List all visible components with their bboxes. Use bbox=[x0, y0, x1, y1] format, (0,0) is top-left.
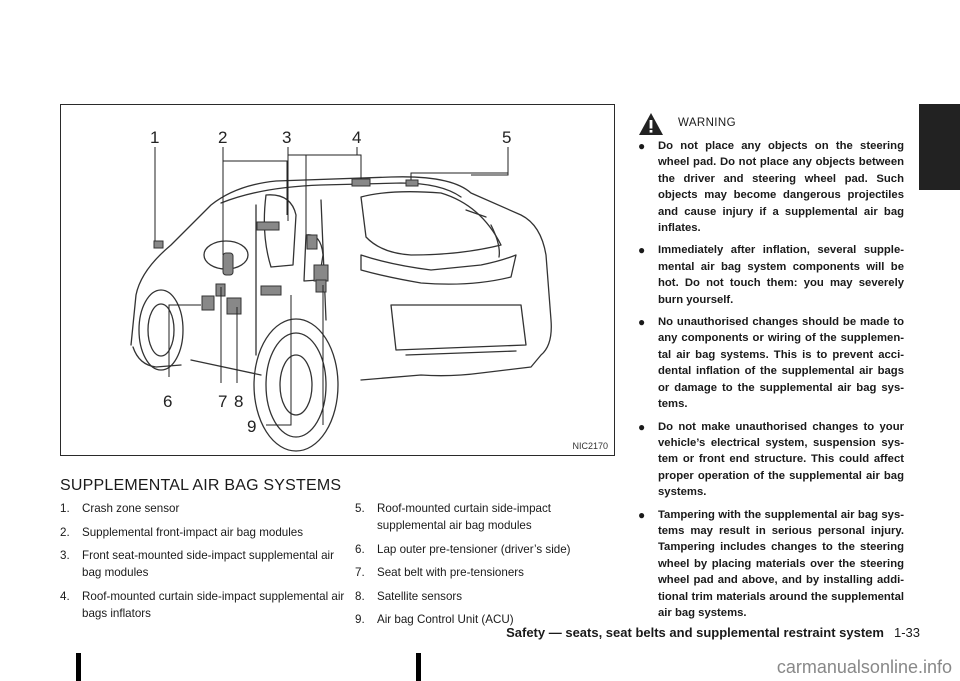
callout-7: 7 bbox=[218, 392, 228, 411]
warning-item: ● Immediately after inflation, several supple-mental air bag system components will be hot. Do not touch them: you may severely burn yourself. bbox=[638, 243, 904, 306]
warning-list bbox=[636, 138, 904, 621]
bullet-icon: ● bbox=[638, 315, 646, 330]
warning-item: ● Tampering with the supplemental air bag sys-tems may result in serious personal injury. Tampering includes changes to the steering wheel by placing materials over the steering wheel pad and above, and by installing addi-tional trim materials around the supplemental air bag systems. bbox=[638, 507, 904, 619]
chapter-side-tab bbox=[919, 104, 960, 190]
list-item: 3. Front seat-mounted side-impact supplemental air bag modules bbox=[60, 549, 334, 579]
callout-3: 3 bbox=[282, 128, 292, 147]
list-item: 9. Air bag Control Unit (ACU) bbox=[355, 613, 514, 626]
bullet-icon: ● bbox=[638, 243, 646, 258]
warning-triangle-icon bbox=[638, 112, 664, 136]
list-item: 4. Roof-mounted curtain side-impact supplemental air bags inflators bbox=[60, 589, 345, 620]
bullet-icon: ● bbox=[638, 139, 646, 153]
warning-box bbox=[636, 112, 904, 627]
bullet-icon: ● bbox=[638, 419, 646, 434]
list-item: 2. Supplemental front-impact air bag modules bbox=[60, 525, 304, 539]
crop-mark-left bbox=[76, 653, 81, 681]
list-item: 6. Lap outer pre-tensioner (driver’s side) bbox=[355, 542, 571, 556]
page-footer bbox=[506, 625, 920, 640]
list-item: 5. Roof-mounted curtain side-impact supplemental air bag modules bbox=[355, 502, 551, 532]
airbag-diagram-figure bbox=[60, 104, 615, 456]
warning-header bbox=[636, 112, 904, 138]
figure-code: NIC2170 bbox=[572, 441, 608, 451]
footer-chapter: Safety — seats, seat belts and supplemental restraint system bbox=[506, 625, 884, 640]
warning-item: ● No unauthorised changes should be made to any components or wiring of the supplemen-tal air bag systems. This is to prevent acci-dental inflation of the supplemental air bags or damage to the supplemental air bag sys-tems. bbox=[638, 315, 904, 411]
callout-1: 1 bbox=[150, 128, 160, 147]
watermark-text: carmanualsonline.info bbox=[776, 657, 952, 677]
crop-mark-right bbox=[416, 653, 421, 681]
warning-item: ● Do not make unauthorised changes to your vehicle’s electrical system, suspension sys-tem or front end structure. This could affect proper operation of the supplemental air bag systems. bbox=[638, 419, 904, 499]
bullet-icon: ● bbox=[638, 507, 646, 522]
list-item: 8. Satellite sensors bbox=[355, 589, 463, 603]
section-title: SUPPLEMENTAL AIR BAG SYSTEMS bbox=[60, 477, 342, 494]
vehicle-airbag-illustration bbox=[61, 105, 616, 457]
footer-page-number: 1-33 bbox=[893, 625, 920, 640]
callout-9: 9 bbox=[247, 417, 257, 436]
callout-8: 8 bbox=[234, 392, 244, 411]
callout-4: 4 bbox=[352, 128, 362, 147]
callout-2: 2 bbox=[218, 128, 228, 147]
list-item: 7. Seat belt with pre-tensioners bbox=[355, 566, 524, 579]
callout-5: 5 bbox=[502, 128, 512, 147]
component-list-left bbox=[60, 500, 345, 628]
component-list-right bbox=[355, 500, 600, 635]
warning-title: WARNING bbox=[678, 117, 736, 129]
list-item: 1. Crash zone sensor bbox=[60, 502, 180, 515]
callout-6: 6 bbox=[163, 392, 173, 411]
warning-item: ● Do not place any objects on the steering wheel pad. Do not place any objects between the driver and steering wheel pad. Such objects may become dangerous projectiles and cause injury if a supplemental air bag inflates. bbox=[638, 139, 904, 235]
